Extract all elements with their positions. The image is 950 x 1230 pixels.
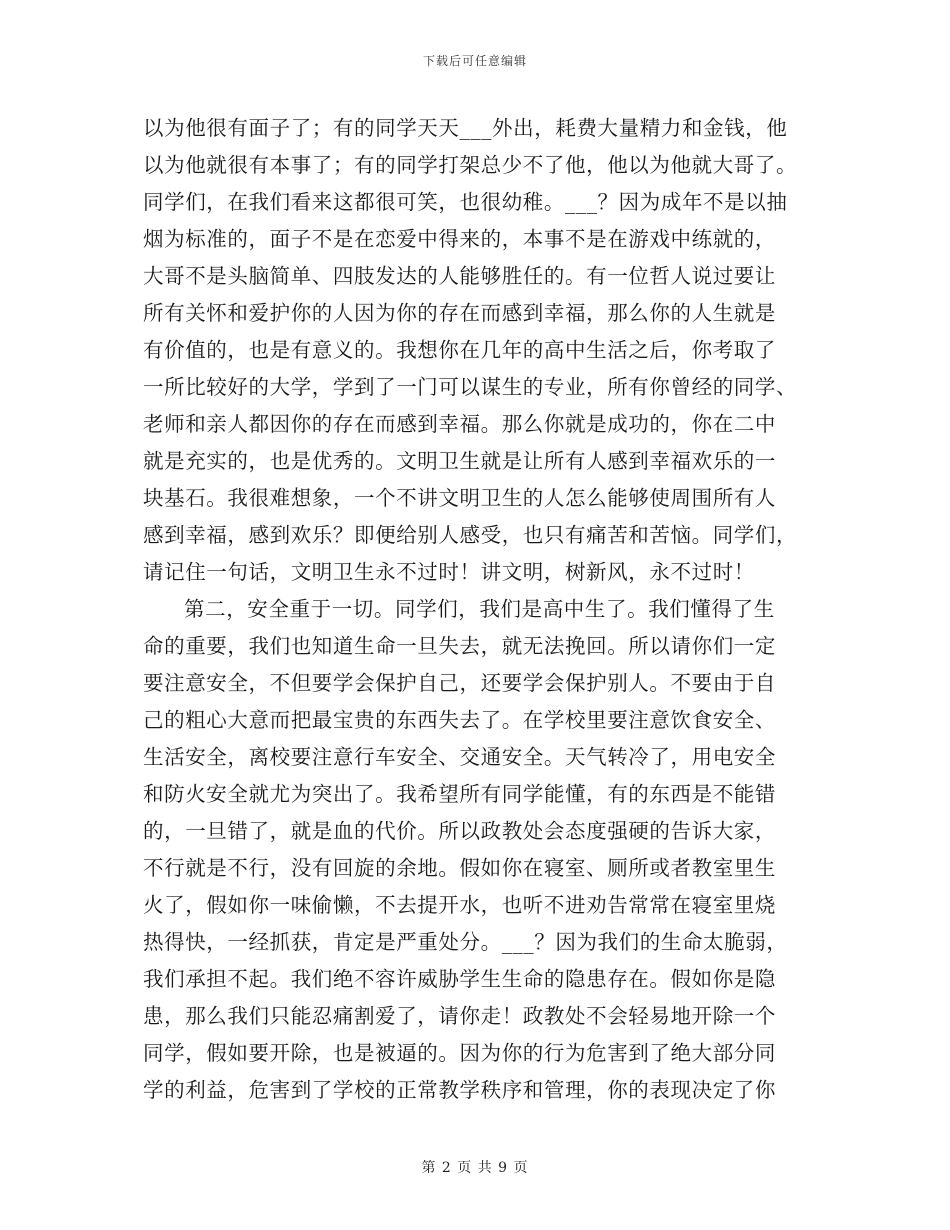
text-line: 己的粗心大意而把最宝贵的东西失去了。在学校里要注意饮食安全、	[143, 708, 776, 732]
text-line: 不行就是不行，没有回旋的余地。假如你在寝室、厕所或者教室里生	[143, 856, 776, 880]
text-line: 请记住一句话，文明卫生永不过时！讲文明，树新风，永不过时！	[143, 560, 755, 584]
text-line: 火了，假如你一味偷懒，不去提开水，也听不进劝告常常在寝室里烧	[143, 893, 776, 917]
text-line: 命的重要，我们也知道生命一旦失去，就无法挽回。所以请你们一定	[143, 634, 776, 658]
text-line: 要注意安全，不但要学会保护自己，还要学会保护别人。不要由于自	[143, 671, 776, 695]
text-line: 以为他就很有本事了；有的同学打架总少不了他，他以为他就大哥了。	[143, 153, 798, 177]
text-line: 以为他很有面子了；有的同学天天___外出，耗费大量精力和金钱，他	[143, 116, 788, 140]
text-line: 感到幸福，感到欢乐？即便给别人感受，也只有痛苦和苦恼。同学们，	[143, 523, 798, 547]
text-line: 有价值的，也是有意义的。我想你在几年的高中生活之后，你考取了	[143, 338, 776, 362]
page-number-footer: 第 2 页 共 9 页	[421, 1160, 529, 1176]
text-line: 热得快，一经抓获，肯定是严重处分。___？因为我们的生命太脆弱，	[143, 930, 788, 954]
paragraph-start-line: 第二，安全重于一切。同学们，我们是高中生了。我们懂得了生	[184, 597, 775, 621]
text-line: 同学，假如要开除，也是被逼的。因为你的行为危害到了绝大部分同	[143, 1041, 776, 1065]
page-header: 下载后可任意编辑	[422, 54, 527, 68]
text-line: 和防火安全就尤为突出了。我希望所有同学能懂，有的东西是不能错	[143, 782, 776, 806]
text-line: 的，一旦错了，就是血的代价。所以政教处会态度强硬的告诉大家，	[143, 819, 776, 843]
text-line: 同学们，在我们看来这都很可笑，也很幼稚。___？因为成年不是以抽	[143, 190, 788, 214]
text-line: 就是充实的，也是优秀的。文明卫生就是让所有人感到幸福欢乐的一	[143, 449, 776, 473]
text-line: 块基石。我很难想象，一个不讲文明卫生的人怎么能够使周围所有人	[143, 486, 776, 510]
text-line: 我们承担不起。我们绝不容许威胁学生生命的隐患存在。假如你是隐	[143, 967, 776, 991]
text-line: 学的利益，危害到了学校的正常教学秩序和管理，你的表现决定了你	[143, 1078, 776, 1102]
text-line: 大哥不是头脑简单、四肢发达的人能够胜任的。有一位哲人说过要让	[143, 264, 776, 288]
text-line: 生活安全，离校要注意行车安全、交通安全。天气转冷了，用电安全	[143, 745, 776, 769]
text-line: 老师和亲人都因你的存在而感到幸福。那么你就是成功的，你在二中	[143, 412, 776, 436]
text-line: 一所比较好的大学，学到了一门可以谋生的专业，所有你曾经的同学、	[143, 375, 798, 399]
text-line: 患，那么我们只能忍痛割爱了，请你走！政教处不会轻易地开除一个	[143, 1004, 776, 1028]
text-line: 烟为标准的，面子不是在恋爱中得来的，本事不是在游戏中练就的，	[143, 227, 776, 251]
document-body	[143, 110, 808, 1109]
text-line: 所有关怀和爱护你的人因为你的存在而感到幸福，那么你的人生就是	[143, 301, 776, 325]
